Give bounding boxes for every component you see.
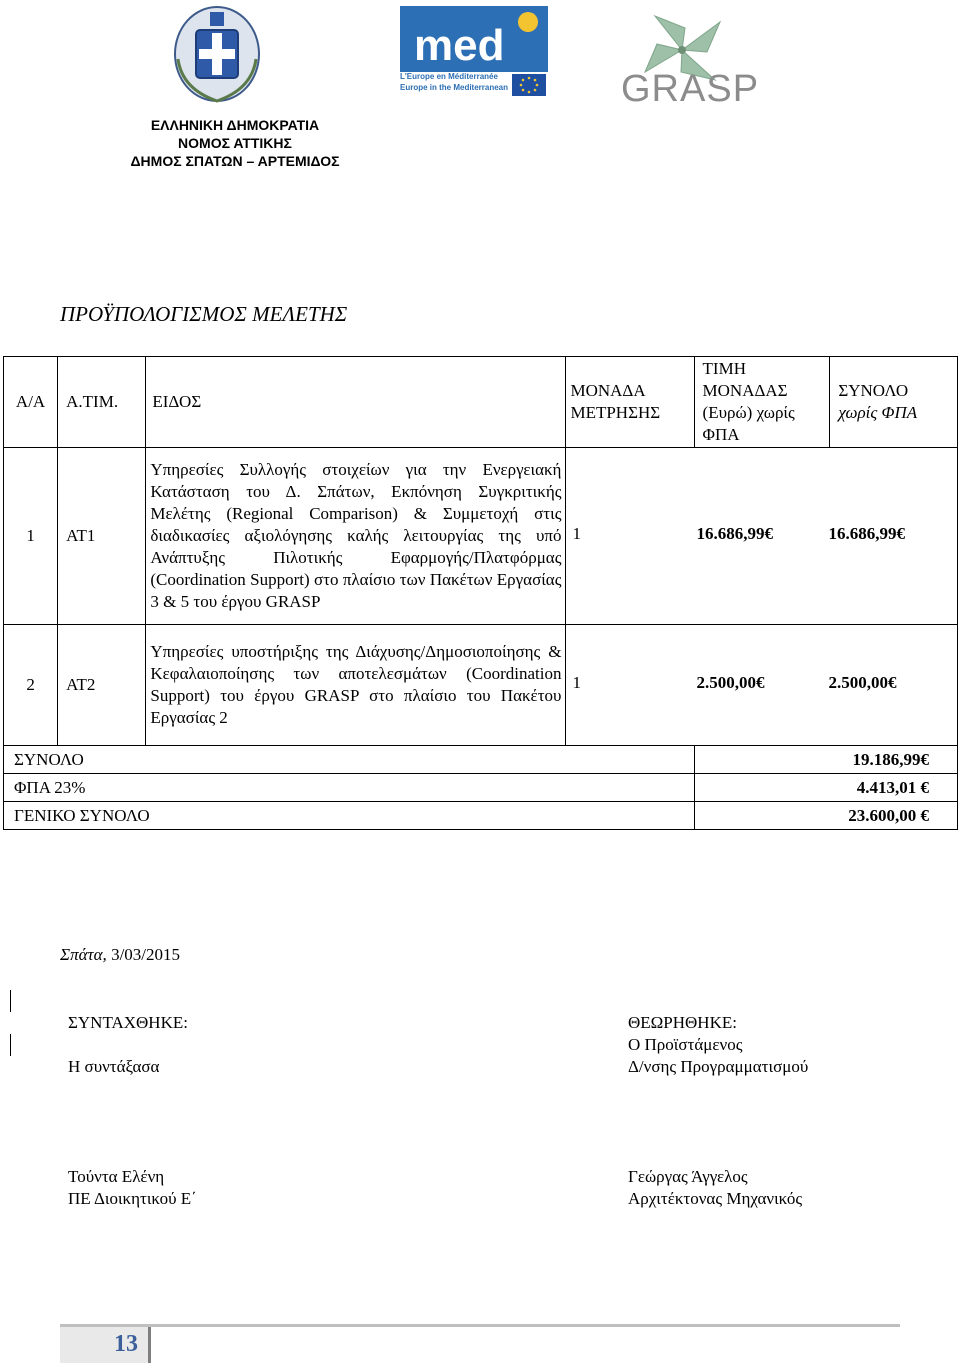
row1-monada-value: 1 <box>572 524 581 543</box>
total-row <box>4 746 958 774</box>
signature-right <box>628 1012 808 1078</box>
signature-left <box>68 1012 188 1078</box>
total-value: 19.186,99€ <box>694 746 957 774</box>
row2-timi: 2.500,00€ <box>696 673 765 692</box>
date-value: 3/03/2015 <box>111 945 181 964</box>
row2-atim: ΑΤ2 <box>58 625 146 746</box>
row2-monada <box>566 625 958 746</box>
row2-monada-value: 1 <box>572 673 581 692</box>
med-logo-line1: L'Europe en Méditerranée <box>400 72 498 81</box>
signature-left-name: Τούντα Ελένη <box>68 1167 165 1186</box>
header-synolo-line2: χωρίς ΦΠΑ <box>838 403 918 422</box>
org-line-republic: ΕΛΛΗΝΙΚΗ ΔΗΜΟΚΡΑΤΙΑ <box>150 117 320 133</box>
row1-aa: 1 <box>4 448 58 625</box>
signature-right-name: Γεώργας Άγγελος <box>628 1167 748 1186</box>
header-timi-line4: ΦΠΑ <box>702 425 740 444</box>
table-row <box>4 448 958 625</box>
row1-synolo: 16.686,99€ <box>828 524 905 543</box>
signature-right-role1: Ο Προϊστάμενος <box>628 1035 743 1054</box>
signature-left-title: ΠΕ Διοικητικού Ε΄ <box>68 1189 197 1208</box>
header-timi <box>694 357 830 448</box>
med-logo-line2: Europe in the Mediterranean <box>400 83 509 92</box>
table-header-row <box>4 357 958 448</box>
page-title: ΠΡΟΫΠΟΛΟΓΙΣΜΟΣ ΜΕΛΕΤΗΣ <box>60 302 348 326</box>
header-synolo <box>830 357 958 448</box>
signature-right-heading: ΘΕΩΡΗΘΗΚΕ: <box>628 1013 737 1032</box>
row1-timi: 16.686,99€ <box>696 524 773 543</box>
header-aa: Α/Α <box>4 357 58 448</box>
grand-total-label: ΓΕΝΙΚΟ ΣΥΝΟΛΟ <box>4 802 695 830</box>
page-number: 13 <box>114 1331 138 1357</box>
org-line-municipality: ΔΗΜΟΣ ΣΠΑΤΩΝ – ΑΡΤΕΜΙΔΟΣ <box>130 153 340 169</box>
row2-aa: 2 <box>4 625 58 746</box>
signature-left-role: Η συντάξασα <box>68 1057 160 1076</box>
date-line <box>60 944 180 966</box>
total-label: ΣΥΝΟΛΟ <box>4 746 695 774</box>
grasp-project-logo <box>615 10 760 120</box>
vat-value: 4.413,01 € <box>694 774 957 802</box>
table-row <box>4 625 958 746</box>
header-synolo-line1: ΣΥΝΟΛΟ <box>838 381 909 400</box>
svg-text:med: med <box>414 21 505 70</box>
signature-right-name-block <box>628 1166 802 1210</box>
margin-mark <box>10 990 11 1012</box>
date-place: Σπάτα, <box>60 945 107 964</box>
signature-right-title: Αρχιτέκτονας Μηχανικός <box>628 1189 803 1208</box>
signature-right-role2: Δ/νσης Προγραμματισμού <box>628 1057 809 1076</box>
grand-total-value: 23.600,00 € <box>694 802 957 830</box>
header-monada: ΜΟΝΑΔΑ ΜΕΤΡΗΣΗΣ <box>566 357 694 448</box>
page-number-box <box>60 1327 151 1363</box>
row1-atim: ΑΤ1 <box>58 448 146 625</box>
row2-eidos: Υπηρεσίες υποστήριξης της Διάχυσης/Δημοσιοποίησης & Κεφαλαιοποίησης των αποτελεσμάτων (Coordination Support) του έργου GRASP στο πλαίσιο του Πακέτου Εργασίας 2 <box>146 625 566 746</box>
org-line-prefecture: ΝΟΜΟΣ ΑΤΤΙΚΗΣ <box>178 135 292 151</box>
row1-eidos: Υπηρεσίες Συλλογής στοιχείων για την Ενεργειακή Κατάσταση του Δ. Σπάτων, Εκπόνηση Συγκριτικής Μελέτης (Regional Comparison) & Συμμετοχή στις διαδικασίες αξιολόγησης καλής λειτουργίας της υπό Ανάπτυξης Πιλοτικής Εφαρμογής/Πλατφόρμας (Coordination Support) στο πλαίσιο των Πακέτων Εργασίας 3 & 5 του έργου GRASP <box>146 448 566 625</box>
header-eidos: ΕΙΔΟΣ <box>146 357 566 448</box>
header-timi-line2: ΜΟΝΑΔΑΣ <box>702 381 788 400</box>
margin-mark <box>10 1034 11 1056</box>
med-programme-logo <box>400 6 548 98</box>
header-atim: Α.ΤΙΜ. <box>58 357 146 448</box>
header-timi-line1: ΤΙΜΗ <box>702 359 746 378</box>
vat-row <box>4 774 958 802</box>
greek-republic-seal-logo <box>172 4 262 104</box>
organisation-header <box>60 116 410 170</box>
grasp-logo-wordmark: GRASP <box>621 68 760 110</box>
row2-synolo: 2.500,00€ <box>828 673 897 692</box>
signature-left-name-block <box>68 1166 197 1210</box>
budget-table <box>3 356 958 830</box>
signature-left-heading: ΣΥΝΤΑΧΘΗΚΕ: <box>68 1013 188 1032</box>
header-timi-line3: (Ευρώ) χωρίς <box>702 403 795 422</box>
page-footer <box>60 1324 900 1365</box>
vat-label: ΦΠΑ 23% <box>4 774 695 802</box>
grand-total-row <box>4 802 958 830</box>
row1-monada <box>566 448 958 625</box>
